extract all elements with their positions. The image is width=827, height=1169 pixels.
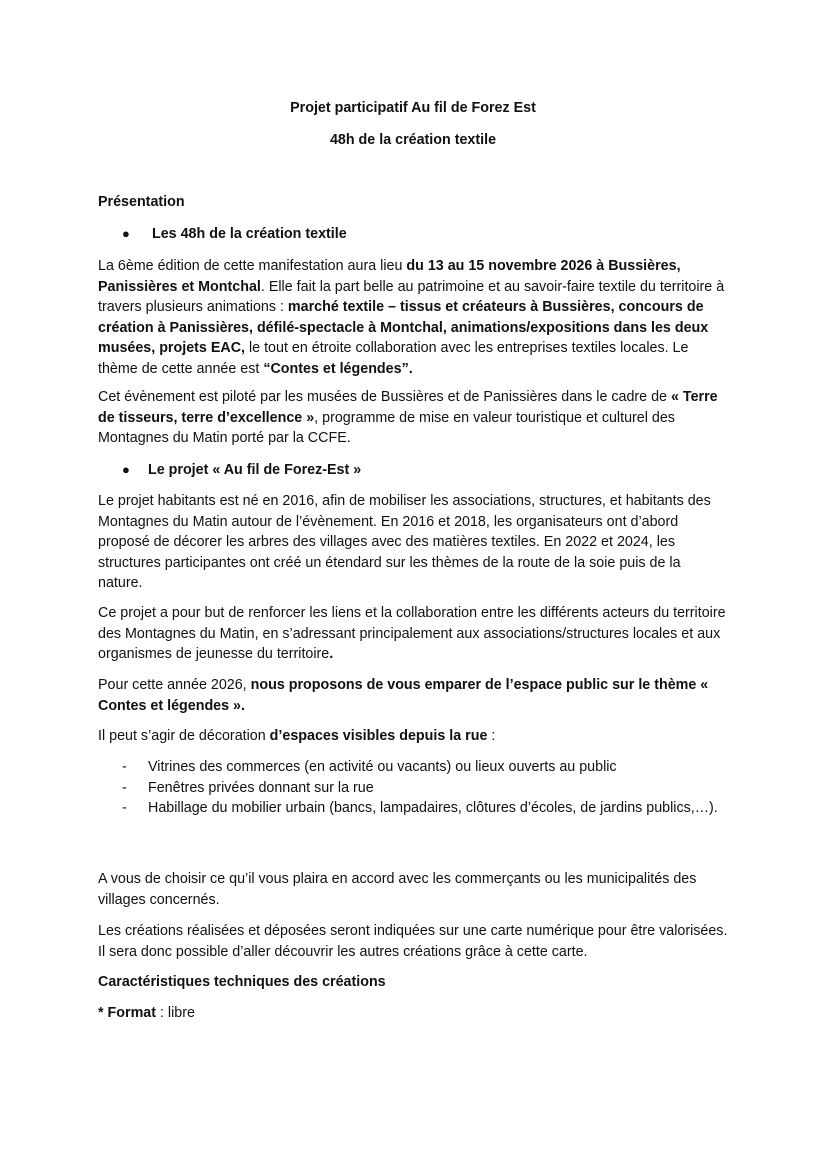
paragraph-carte: Les créations réalisées et déposées seront indiquées sur une carte numérique pour être valorisées. Il sera donc possible d’aller découvrir les autres créations grâce à cette carte. — [98, 923, 728, 960]
bullet-48h-text: Les 48h de la création textile — [152, 226, 347, 242]
bullet-dot: ● — [122, 226, 130, 241]
text-run-bold: “Contes et légendes”. — [263, 360, 413, 377]
text-run: . Elle fait la part belle au patrimoine et au savoir-faire textile du territoire à travers plusieurs animations : — [98, 278, 725, 315]
paragraph-annee — [98, 675, 728, 716]
text-run: La 6ème édition de cette manifestation aura lieu — [98, 258, 407, 274]
paragraph-but — [98, 603, 728, 665]
paragraph-historique: Le projet habitants est né en 2016, afin de mobiliser les associations, structures, et habitants des Montagnes du Matin autour de l’évènement. En 2016 et 2018, les organisateurs ont d’abord proposé de décorer les arbres des villages avec des matières textiles. En 2022 et 2024, les structures participantes ont créé un étendard sur les thèmes de la route de la soie puis de la nature. — [98, 493, 711, 591]
paragraph-pilotage — [98, 387, 728, 449]
text-run: Pour cette année 2026, — [98, 677, 251, 693]
text-run: Cet évènement est piloté par les musées de Bussières et de Panissières dans le cadre de — [98, 389, 671, 405]
text-run-bold: . — [329, 646, 334, 662]
document-title: Projet participatif Au fil de Forez Est — [290, 100, 536, 116]
section-heading-technical: Caractéristiques techniques des créations — [98, 974, 386, 990]
text-run-bold: nous proposons de vous emparer de l’espace public sur le thème « Contes et légendes ». — [98, 677, 709, 714]
text-run: le tout en étroite collaboration avec les entreprises textiles locales. Le thème de cette année est — [98, 340, 689, 377]
list-item: - Vitrines des commerces (en activité ou vacants) ou lieux ouverts au public — [122, 759, 617, 775]
paragraph-choix: A vous de choisir ce qu’il vous plaira en accord avec les commerçants ou les municipalités des villages concernés. — [98, 871, 697, 908]
list-item-text: Fenêtres privées donnant sur la rue — [148, 779, 374, 796]
format-value: : libre — [156, 1005, 195, 1021]
paragraph-decoration — [98, 726, 728, 747]
format-line — [98, 1003, 728, 1024]
bullet-projet-text: Le projet « Au fil de Forez-Est » — [148, 462, 362, 478]
text-run: : — [487, 728, 496, 744]
list-item-text: Habillage du mobilier urbain (bancs, lampadaires, clôtures d’écoles, de jardins publics,…). — [148, 800, 718, 816]
text-run-bold: « Terre de tisseurs, terre d’excellence » — [98, 389, 718, 426]
text-run: , programme de mise en valeur touristique et culturel des Montagnes du Matin porté par la CCFE. — [98, 409, 675, 446]
text-run-bold: marché textile – tissus et créateurs à Bussières, concours de création à Panissières, défilé-spectacle à Montchal, animations/expositions dans les deux musées, projets EAC, — [98, 299, 709, 356]
document-subtitle: 48h de la création textile — [329, 132, 497, 148]
list-item: - Fenêtres privées donnant sur la rue — [122, 779, 374, 796]
format-label: * Format — [98, 1005, 156, 1021]
paragraph-edition — [98, 256, 728, 379]
decoration-list — [98, 757, 728, 819]
section-heading-presentation: Présentation — [98, 194, 185, 210]
text-run-bold: du 13 au 15 novembre 2026 à Bussières, Panissières et Montchal — [98, 258, 681, 295]
list-item-text: Vitrines des commerces (en activité ou vacants) ou lieux ouverts au public — [148, 759, 617, 775]
text-run-bold: d’espaces visibles depuis la rue — [269, 728, 488, 744]
list-item: - Habillage du mobilier urbain (bancs, lampadaires, clôtures d’écoles, de jardins publics,…). — [122, 800, 718, 816]
text-run: Ce projet a pour but de renforcer les liens et la collaboration entre les différents acteurs du territoire des Montagnes du Matin, en s’adressant principalement aux associations/structures locales et aux organismes de jeunesse du territoire — [98, 605, 726, 662]
bullet-dot: ● — [122, 462, 130, 477]
text-run: Il peut s’agir de décoration — [98, 728, 270, 744]
